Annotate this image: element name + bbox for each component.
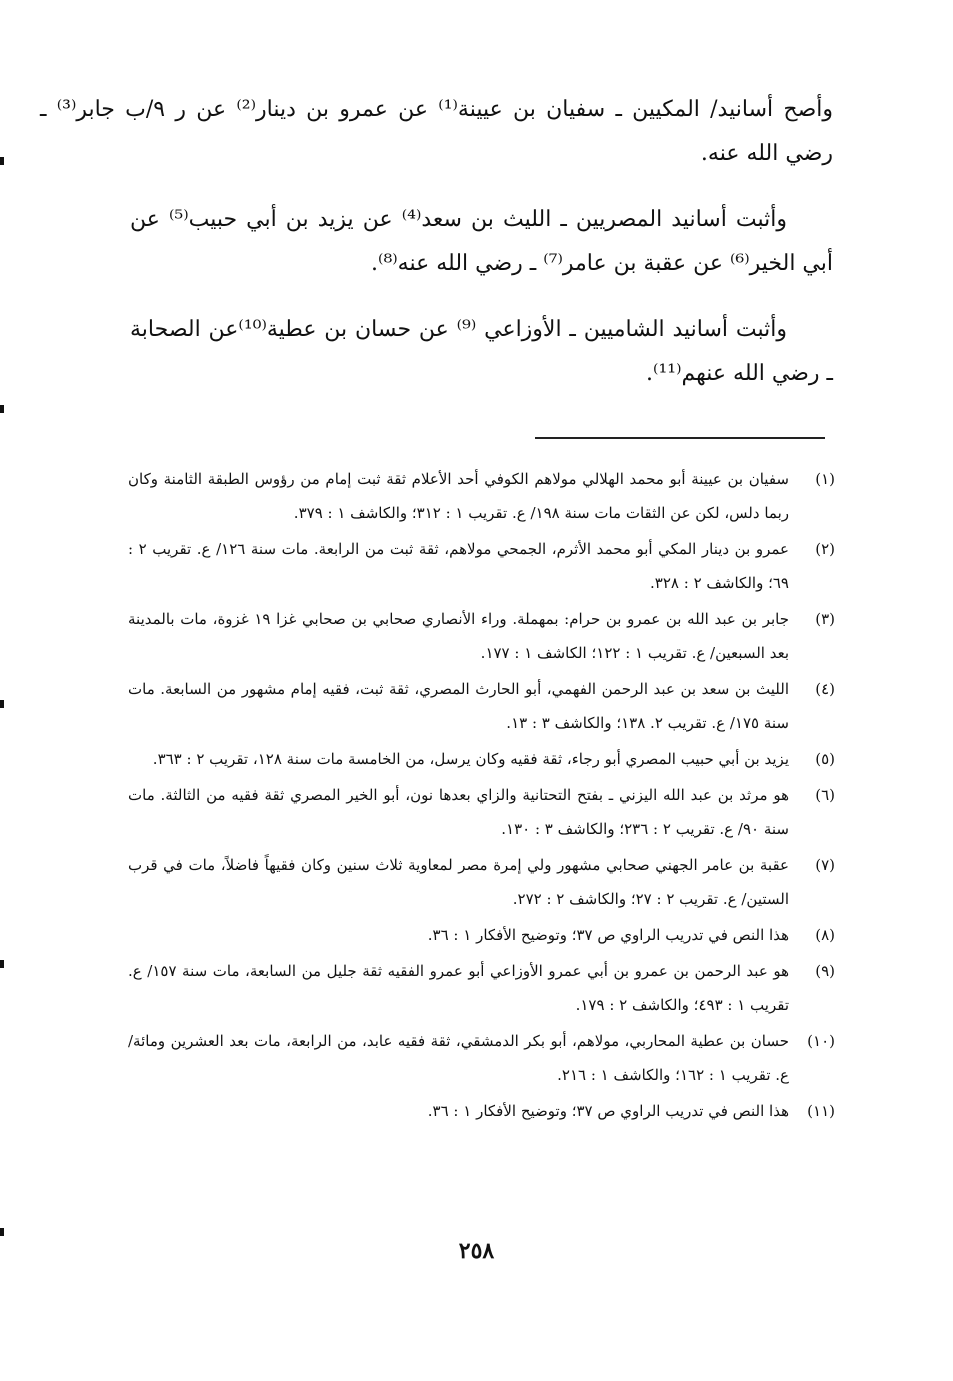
footnote-number: (٩) [815,962,835,980]
main-paragraph: وأثبت أسانيد الشاميين ـ الأوزاعي ⁽⁹⁾ عن حسان بن عطية⁽¹⁰⁾عن الصحابة ـ رضي الله عنهم⁽¹¹⁾. [130,317,833,386]
main-paragraph: وأثبت أسانيد المصريين ـ الليث بن سعد⁽⁴⁾ عن يزيد بن أبي حبيب⁽⁵⁾ عن أبي الخير⁽⁶⁾ عن عقبة بن عامر⁽⁷⁾ ـ رضي الله عنه⁽⁸⁾. [130,207,833,276]
footnote-text: حسان بن عطية المحاربي، مولاهم، أبو بكر الدمشقي، ثقة فقيه عابد، من الرابعة، مات بعد العشرين ومائة/ ع. تقريب ١ : ١٦٢؛ والكاشف ١ : ٢١٦. [128,1032,789,1084]
scan-margin-mark [0,700,4,708]
footnote-number: (١١) [807,1102,835,1120]
footnote-text: هذا النص في تدريب الراوي ص ٣٧؛ وتوضيح الأفكار ١ : ٣٦. [427,1102,789,1120]
footnote-text: يزيد بن أبي حبيب المصري أبو رجاء، ثقة فقيه وكان يرسل، من الخامسة مات سنة ١٢٨، تقريب ٢ : ٣٦٣. [152,750,789,768]
footnote [128,602,835,670]
footnote-number: (٧) [815,856,835,874]
footnote-text: سفيان بن عيينة أبو محمد الهلالي مولاهم الكوفي أحد الأعلام ثقة ثبت إمام من رؤوس الطبقة الثامنة وكان ربما دلس، لكن عن الثقات مات سنة ١٩٨/ ع. تقريب ١ : ٣١٢؛ والكاشف ١ : ٣٧٩. [128,470,789,522]
footnote-text: عقبة بن عامر الجهني صحابي مشهور ولي إمرة مصر لمعاوية ثلاث سنين وكان فقيهاً فاضلاً، مات في قرب الستين/ ع. تقريب ٢ : ٢٧؛ والكاشف ٢ : ٢٧٢. [128,856,789,908]
footnote-text: هو عبد الرحمن بن عمرو بن أبي عمرو الأوزاعي أبو عمرو الفقيه ثقة جليل من السابعة، مات سنة ١٥٧/ ع. تقريب ١ : ٤٩٣؛ والكاشف ٢ : ١٧٩. [128,962,789,1014]
footnote-number: (٦) [815,786,835,804]
footnote [128,954,835,1022]
footnote [128,918,835,952]
page-number: ٢٥٨ [458,1238,495,1264]
main-text-body [40,88,833,418]
footnote-number: (٥) [815,750,835,768]
footnote-divider [535,437,825,439]
footnote-number: (١٠) [807,1032,835,1050]
main-paragraph: وأصح أسانيد/ المكيين ـ سفيان بن عيينة⁽¹⁾ عن عمرو بن دينار⁽²⁾ عن ر ٩/ب جابر⁽³⁾ ـ رضي الله عنه. [40,97,833,166]
footnote-text: هذا النص في تدريب الراوي ص ٣٧؛ وتوضيح الأفكار ١ : ٣٦. [427,926,789,944]
footnote [128,848,835,916]
footnote [128,1024,835,1092]
scan-margin-mark [0,960,4,968]
footnote-number: (٨) [815,926,835,944]
footnote-number: (٢) [815,540,835,558]
footnote-text: هو مرثد بن عبد الله اليزني ـ بفتح التحتانية والزاي بعدها نون، أبو الخير المصري ثقة فقيه من الثالثة. مات سنة ٩٠/ ع. تقريب ٢ : ٢٣٦؛ والكاشف ٣ : ١٣٠. [128,786,789,838]
footnote-number: (١) [815,470,835,488]
scan-margin-mark [0,157,4,165]
footnotes-section [128,462,835,1130]
footnote-number: (٤) [815,680,835,698]
footnote [128,532,835,600]
footnote [128,462,835,530]
footnote-text: عمرو بن دينار المكي أبو محمد الأثرم، الجمحي مولاهم، ثقة ثبت من الرابعة. مات سنة ١٢٦/ ع. تقريب ٢ : ٦٩؛ والكاشف ٢ : ٣٢٨. [128,540,789,592]
scan-margin-mark [0,1228,4,1236]
footnote-text: الليث بن سعد بن عبد الرحمن الفهمي، أبو الحارث المصري، ثقة ثبت، فقيه إمام مشهور من السابعة. مات سنة ١٧٥/ ع. تقريب ٢. ١٣٨؛ والكاشف ٣ : ١٣. [128,680,789,732]
scan-margin-mark [0,405,4,413]
footnote [128,742,835,776]
footnote [128,778,835,846]
footnote-number: (٣) [815,610,835,628]
footnote-text: جابر بن عبد الله بن عمرو بن حرام: بمهملة. وراء الأنصاري صحابي بن صحابي غزا ١٩ غزوة، مات بالمدينة بعد السبعين/ ع. تقريب ١ : ١٢٢؛ الكاشف ١ : ١٧٧. [128,610,790,662]
footnote [128,672,835,740]
footnote [128,1094,835,1128]
